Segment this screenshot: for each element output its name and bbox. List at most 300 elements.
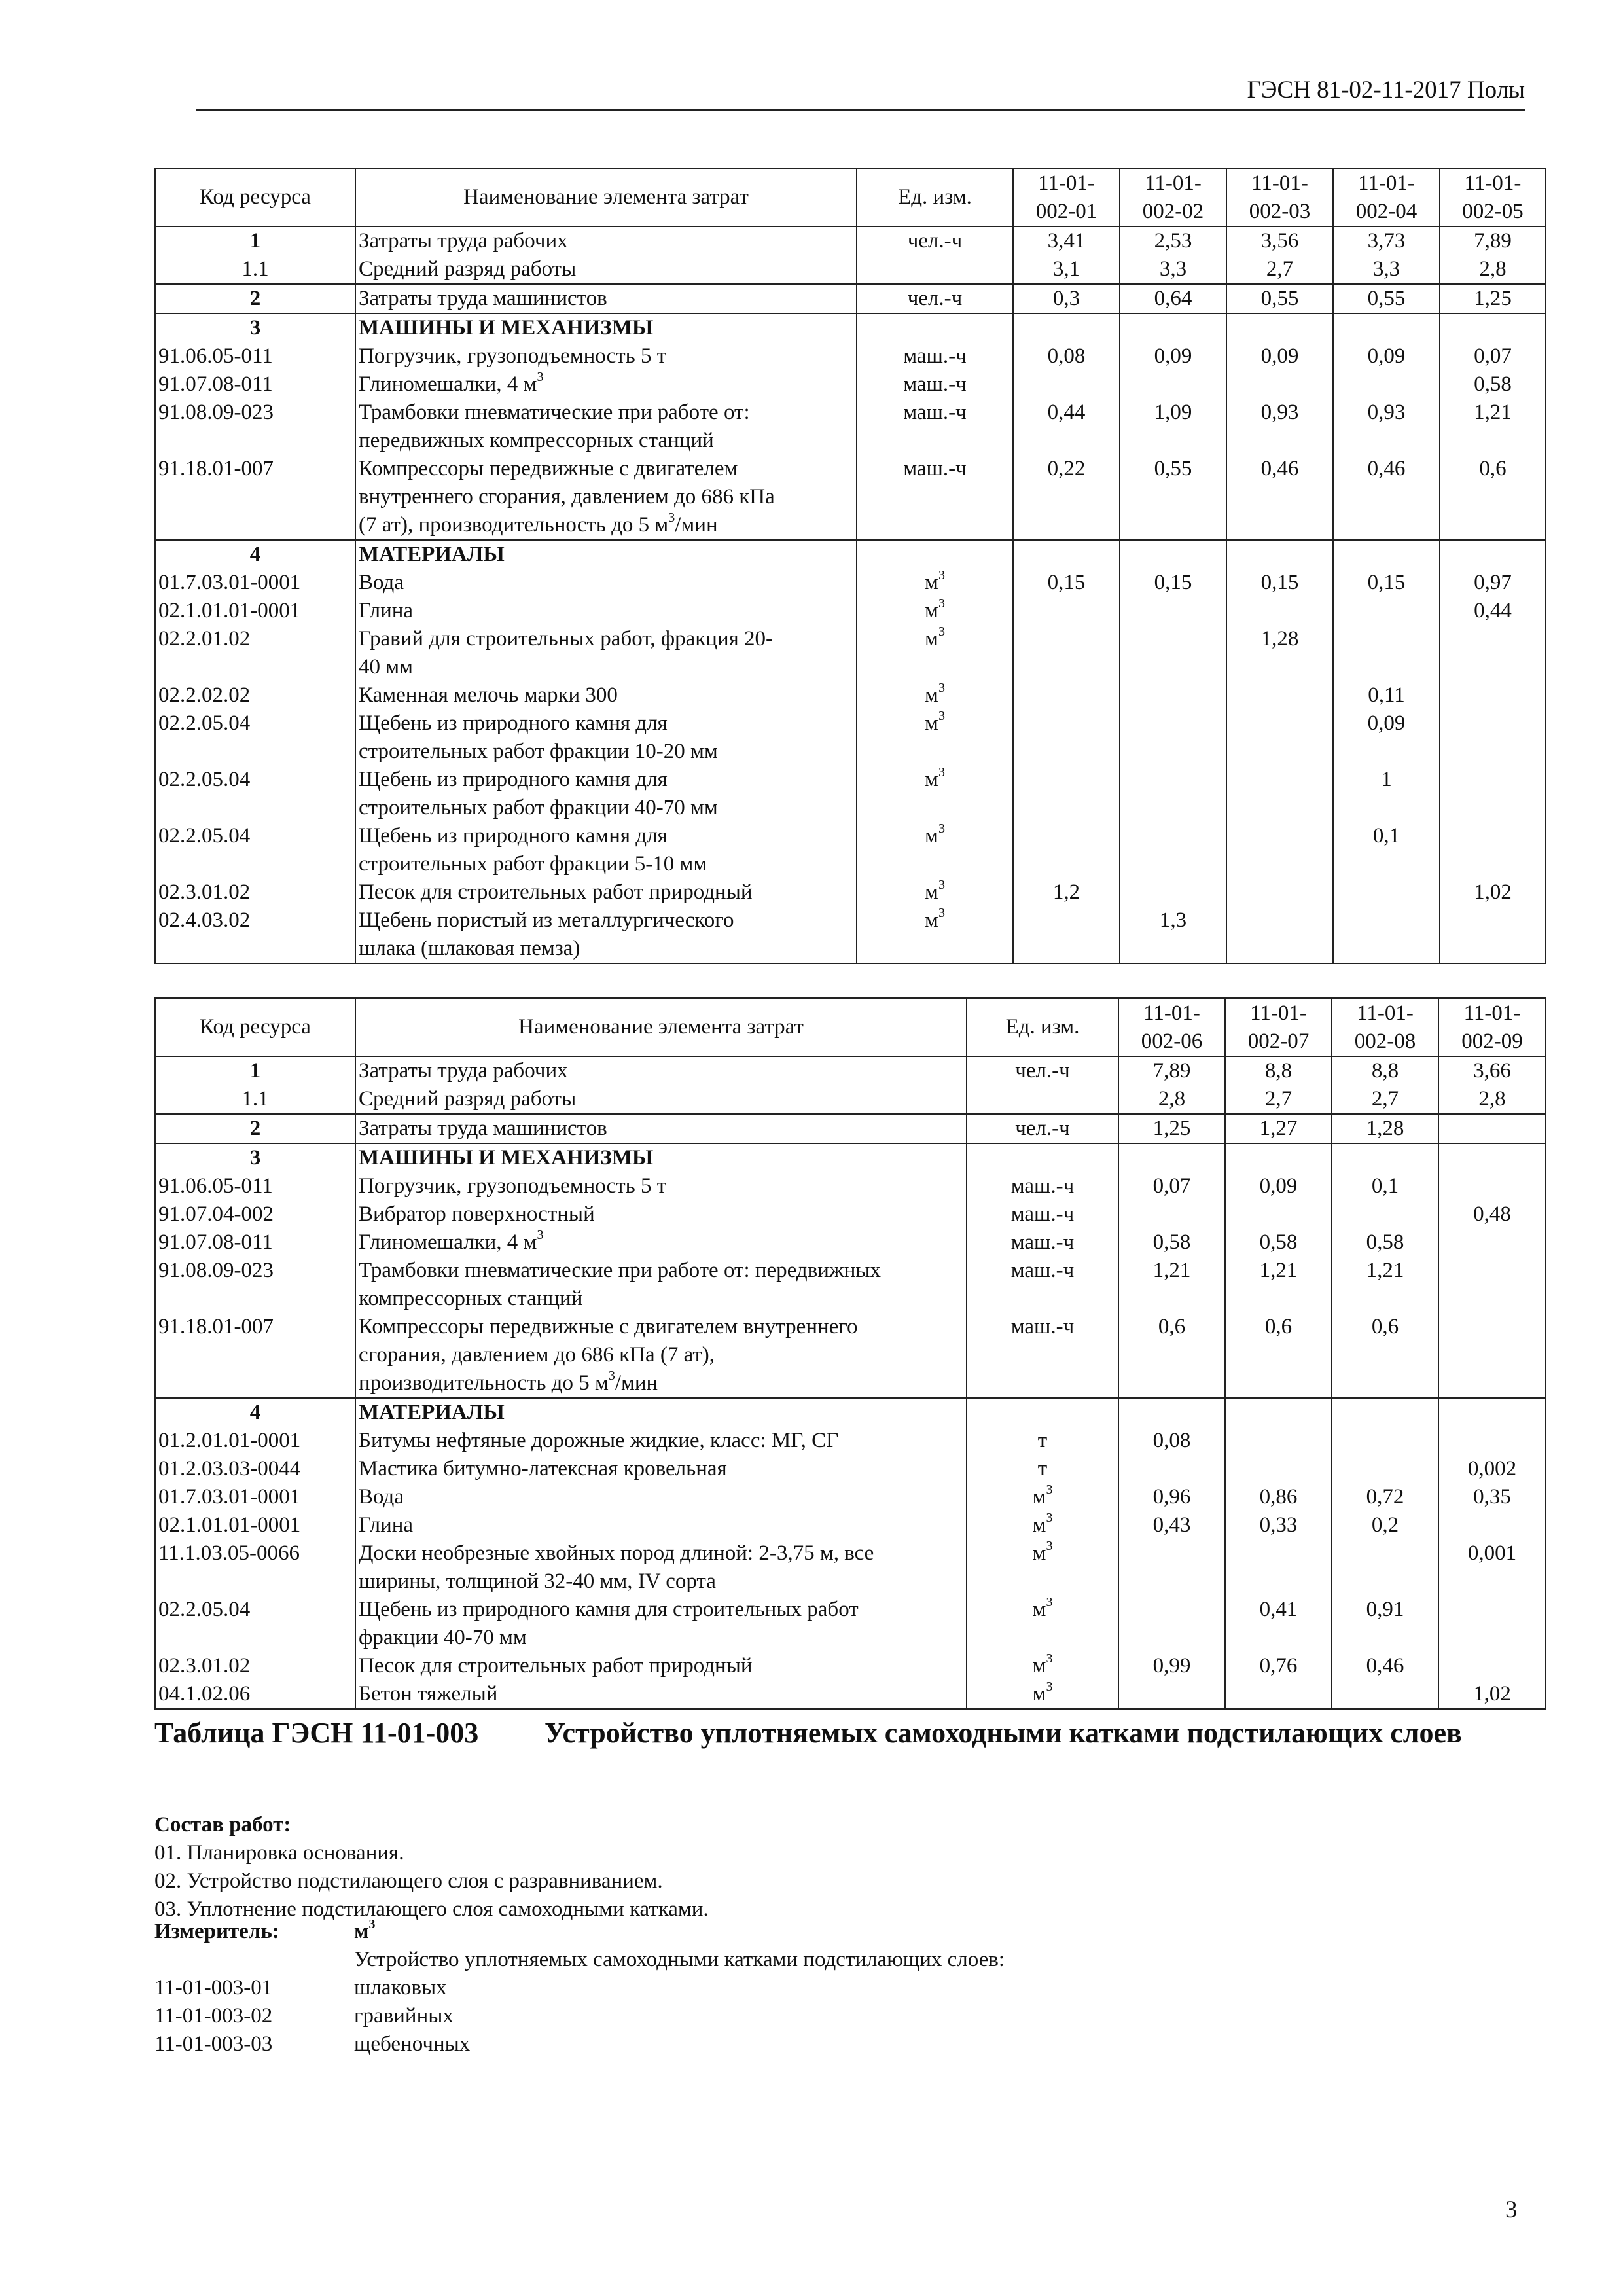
resource-name: Битумы нефтяные дорожные жидкие, класс: МГ, СГ: [355, 1427, 967, 1455]
table-row: [155, 1398, 1546, 1427]
resource-value: [1225, 1455, 1332, 1483]
resource-value: [1120, 540, 1226, 569]
resource-unit: чел.-ч: [967, 1114, 1118, 1143]
resource-value: 0,002: [1438, 1455, 1546, 1483]
table-row: [155, 681, 1546, 709]
table-row: [155, 1652, 1546, 1680]
resource-value: [1118, 1143, 1225, 1172]
resource-code: 1: [155, 1056, 355, 1085]
table-row: [155, 1680, 1546, 1709]
resource-code: 2: [155, 1114, 355, 1143]
resource-table-2: [154, 997, 1546, 1710]
resource-name: Бетон тяжелый: [355, 1680, 967, 1709]
resource-value: 0,91: [1332, 1596, 1438, 1652]
resource-value: [1333, 878, 1440, 906]
resource-value: 0,6: [1332, 1313, 1438, 1398]
resource-unit: [967, 1085, 1118, 1114]
resource-name: Погрузчик, грузоподъемность 5 т: [355, 1172, 967, 1200]
table-row: [155, 1511, 1546, 1539]
resource-code: 91.06.05-011: [155, 1172, 355, 1200]
resource-value: 0,2: [1332, 1511, 1438, 1539]
resource-name: Затраты труда рабочих: [355, 226, 857, 255]
resource-value: 0,46: [1332, 1652, 1438, 1680]
resource-name: Щебень из природного камня для строительных работ фракции 40-70 мм: [355, 766, 857, 822]
resource-value: 2,7: [1226, 255, 1333, 284]
resource-name: Щебень из природного камня для строительных работ фракции 10-20 мм: [355, 709, 857, 766]
table-header-row: [155, 998, 1546, 1056]
resource-value: 1,02: [1440, 878, 1546, 906]
resource-value: [1013, 822, 1120, 878]
resource-code: 91.18.01-007: [155, 455, 355, 540]
resource-code: 01.2.03.03-0044: [155, 1455, 355, 1483]
resource-value: 0,09: [1333, 342, 1440, 370]
resource-value: [1438, 1652, 1546, 1680]
table-row: [155, 1455, 1546, 1483]
header-name: Наименование элемента затрат: [355, 998, 967, 1056]
table-row: [155, 1257, 1546, 1313]
resource-value: 0,22: [1013, 455, 1120, 540]
resource-value: [1333, 370, 1440, 399]
resource-name: Доски необрезные хвойных пород длиной: 2-3,75 м, все ширины, толщиной 32-40 мм, IV сорта: [355, 1539, 967, 1596]
resource-value: [1440, 681, 1546, 709]
resource-value: [1438, 1172, 1546, 1200]
resource-value: 1,28: [1226, 625, 1333, 681]
resource-code: 91.06.05-011: [155, 342, 355, 370]
table-row: [155, 1085, 1546, 1114]
header-col: 11-01-002-08: [1332, 998, 1438, 1056]
resource-value: [1120, 822, 1226, 878]
table-row: [155, 766, 1546, 822]
resource-value: 3,3: [1120, 255, 1226, 284]
table-row: [155, 314, 1546, 342]
table-row: [155, 709, 1546, 766]
resource-value: [1226, 766, 1333, 822]
resource-value: [1226, 540, 1333, 569]
table-row: [155, 1596, 1546, 1652]
resource-value: [1225, 1427, 1332, 1455]
resource-unit: $м^3$: [967, 1539, 1118, 1596]
measure-item-name: щебеночных: [354, 2032, 471, 2056]
resource-name: МАШИНЫ И МЕХАНИЗМЫ: [355, 1143, 967, 1172]
resource-code: 02.4.03.02: [155, 906, 355, 963]
resource-value: [1332, 1143, 1438, 1172]
table-row: [155, 1229, 1546, 1257]
resource-value: [1226, 314, 1333, 342]
resource-value: [1226, 597, 1333, 625]
resource-value: [1226, 709, 1333, 766]
resource-value: 0,1: [1332, 1172, 1438, 1200]
resource-value: 0,72: [1332, 1483, 1438, 1511]
resource-value: 0,44: [1013, 399, 1120, 455]
header-col: 11-01-002-02: [1120, 168, 1226, 226]
resource-unit: [857, 540, 1013, 569]
table-row: [155, 878, 1546, 906]
resource-name: Затраты труда машинистов: [355, 284, 857, 314]
table-row: [155, 822, 1546, 878]
resource-value: 1,3: [1120, 906, 1226, 963]
resource-value: 0,6: [1440, 455, 1546, 540]
table-row: [155, 284, 1546, 314]
resource-code: 3: [155, 1143, 355, 1172]
resource-code: 02.2.05.04: [155, 822, 355, 878]
resource-code: 4: [155, 1398, 355, 1427]
resource-value: [1013, 625, 1120, 681]
resource-value: [1120, 766, 1226, 822]
table-row: [155, 625, 1546, 681]
resource-value: 1,25: [1118, 1114, 1225, 1143]
works-heading: Состав работ:: [154, 1813, 291, 1837]
resource-value: 0,15: [1013, 569, 1120, 597]
resource-unit: чел.-ч: [967, 1056, 1118, 1085]
resource-code: 02.3.01.02: [155, 1652, 355, 1680]
table-row: [155, 342, 1546, 370]
resource-name: Каменная мелочь марки 300: [355, 681, 857, 709]
resource-unit: $м^3$: [857, 878, 1013, 906]
measure-item-name: гравийных: [354, 2004, 454, 2028]
table-row: [155, 1427, 1546, 1455]
resource-unit: т: [967, 1427, 1118, 1455]
works-section: [154, 1811, 709, 1924]
resource-unit: маш.-ч: [967, 1313, 1118, 1398]
resource-code: 02.1.01.01-0001: [155, 1511, 355, 1539]
resource-value: [1120, 370, 1226, 399]
table-title-text: Устройство уплотняемых самоходными катками подстилающих слоев: [544, 1717, 1462, 1749]
resource-value: 0,55: [1333, 284, 1440, 314]
resource-value: 2,53: [1120, 226, 1226, 255]
table-row: [155, 569, 1546, 597]
resource-value: 3,66: [1438, 1056, 1546, 1085]
resource-unit: $м^3$: [967, 1483, 1118, 1511]
resource-code: 4: [155, 540, 355, 569]
resource-value: 8,8: [1332, 1056, 1438, 1085]
resource-value: [1332, 1455, 1438, 1483]
resource-name: Щебень из природного камня для строительных работ фракции 5-10 мм: [355, 822, 857, 878]
resource-value: [1332, 1539, 1438, 1596]
resource-value: 0,09: [1225, 1172, 1332, 1200]
table-row: [155, 1114, 1546, 1143]
resource-code: 01.2.01.01-0001: [155, 1427, 355, 1455]
resource-code: 1.1: [155, 1085, 355, 1114]
resource-unit: маш.-ч: [857, 455, 1013, 540]
resource-name: Вода: [355, 1483, 967, 1511]
resource-value: [1225, 1200, 1332, 1229]
resource-value: 2,7: [1225, 1085, 1332, 1114]
resource-value: 0,99: [1118, 1652, 1225, 1680]
resource-value: 0,08: [1118, 1427, 1225, 1455]
table-row: [155, 1200, 1546, 1229]
resource-value: [1438, 1114, 1546, 1143]
resource-value: [1120, 878, 1226, 906]
resource-code: 3: [155, 314, 355, 342]
table-row: [155, 1172, 1546, 1200]
header-col: 11-01-002-04: [1333, 168, 1440, 226]
measure-unit: $м^3$: [354, 1917, 376, 1943]
measure-label: Измеритель:: [154, 1920, 279, 1943]
resource-value: [1440, 766, 1546, 822]
resource-unit: $м^3$: [857, 625, 1013, 681]
resource-value: 0,55: [1226, 284, 1333, 314]
resource-value: [1333, 540, 1440, 569]
resource-value: 3,3: [1333, 255, 1440, 284]
resource-value: 0,55: [1120, 455, 1226, 540]
resource-unit: маш.-ч: [967, 1229, 1118, 1257]
table-row: [155, 399, 1546, 455]
table-row: [155, 455, 1546, 540]
header-name: Наименование элемента затрат: [355, 168, 857, 226]
resource-value: [1226, 681, 1333, 709]
resource-name: Погрузчик, грузоподъемность 5 т: [355, 342, 857, 370]
resource-name: Средний разряд работы: [355, 1085, 967, 1114]
resource-value: [1118, 1455, 1225, 1483]
header-col: 11-01-002-09: [1438, 998, 1546, 1056]
resource-value: 1,21: [1118, 1257, 1225, 1313]
resource-unit: $м^3$: [857, 569, 1013, 597]
resource-value: 1,28: [1332, 1114, 1438, 1143]
resource-name: Затраты труда машинистов: [355, 1114, 967, 1143]
table-header-row: [155, 168, 1546, 226]
resource-value: [1120, 709, 1226, 766]
resource-value: [1332, 1680, 1438, 1709]
resource-code: 91.08.09-023: [155, 399, 355, 455]
resource-value: 1,21: [1225, 1257, 1332, 1313]
resource-unit: $м^3$: [857, 681, 1013, 709]
resource-value: 0,97: [1440, 569, 1546, 597]
resource-unit: [857, 255, 1013, 284]
resource-name: Вода: [355, 569, 857, 597]
measure-item-code: 11-01-003-01: [154, 1976, 273, 2000]
table-row: [155, 906, 1546, 963]
header-col: 11-01-002-06: [1118, 998, 1225, 1056]
table-row: [155, 1539, 1546, 1596]
measure-item-code: 11-01-003-02: [154, 2004, 273, 2028]
resource-value: [1118, 1596, 1225, 1652]
resource-unit: $м^3$: [857, 709, 1013, 766]
resource-value: [1440, 314, 1546, 342]
table-title-name: Таблица ГЭСН 11-01-003: [154, 1717, 479, 1749]
resource-value: [1333, 314, 1440, 342]
resource-value: 0,33: [1225, 1511, 1332, 1539]
resource-name: МАТЕРИАЛЫ: [355, 1398, 967, 1427]
measure-item-code: 11-01-003-03: [154, 2032, 273, 2056]
resource-value: 0,58: [1118, 1229, 1225, 1257]
resource-value: 0,93: [1226, 399, 1333, 455]
resource-value: [1226, 822, 1333, 878]
resource-unit: $м^3$: [967, 1511, 1118, 1539]
resource-code: 02.2.01.02: [155, 625, 355, 681]
resource-value: 7,89: [1118, 1056, 1225, 1085]
resource-code: 91.18.01-007: [155, 1313, 355, 1398]
resource-value: [1333, 906, 1440, 963]
resource-value: 2,8: [1118, 1085, 1225, 1114]
resource-value: 1,09: [1120, 399, 1226, 455]
resource-value: [1013, 709, 1120, 766]
resource-code: 91.07.08-011: [155, 1229, 355, 1257]
resource-value: [1438, 1596, 1546, 1652]
resource-name: Щебень пористый из металлургического шлака (шлаковая пемза): [355, 906, 857, 963]
resource-value: [1013, 540, 1120, 569]
works-item: 01. Планировка основания.: [154, 1841, 404, 1865]
resource-value: 2,7: [1332, 1085, 1438, 1114]
resource-value: 0,41: [1225, 1596, 1332, 1652]
resource-code: 91.08.09-023: [155, 1257, 355, 1313]
resource-value: 0,76: [1225, 1652, 1332, 1680]
resource-value: 0,08: [1013, 342, 1120, 370]
resource-unit: $м^3$: [857, 597, 1013, 625]
resource-value: [1226, 370, 1333, 399]
header-unit: Ед. изм.: [857, 168, 1013, 226]
resource-code: 02.2.02.02: [155, 681, 355, 709]
resource-value: [1013, 766, 1120, 822]
resource-code: 1: [155, 226, 355, 255]
resource-value: 0,58: [1225, 1229, 1332, 1257]
resource-value: 0,11: [1333, 681, 1440, 709]
resource-value: [1332, 1398, 1438, 1427]
resource-code: 1.1: [155, 255, 355, 284]
resource-value: 2,8: [1440, 255, 1546, 284]
table-row: [155, 1313, 1546, 1398]
resource-value: [1226, 878, 1333, 906]
resource-name: Трамбовки пневматические при работе от: передвижных компрессорных станций: [355, 1257, 967, 1313]
resource-value: [1226, 906, 1333, 963]
resource-unit: маш.-ч: [857, 370, 1013, 399]
measure-description: Устройство уплотняемых самоходными катками подстилающих слоев:: [354, 1948, 1005, 1971]
resource-value: [1440, 709, 1546, 766]
resource-unit: чел.-ч: [857, 284, 1013, 314]
resource-name: Компрессоры передвижные с двигателем внутреннего сгорания, давлением до 686 кПа (7 ат), производительность до 5 $м^3$/мин: [355, 455, 857, 540]
resource-unit: маш.-ч: [967, 1200, 1118, 1229]
resource-code: 02.2.05.04: [155, 1596, 355, 1652]
resource-value: 0,44: [1440, 597, 1546, 625]
resource-name: Вибратор поверхностный: [355, 1200, 967, 1229]
resource-value: [1013, 906, 1120, 963]
resource-value: [1332, 1427, 1438, 1455]
resource-value: 0,46: [1226, 455, 1333, 540]
resource-value: [1118, 1200, 1225, 1229]
resource-value: [1438, 1143, 1546, 1172]
resource-name: Глина: [355, 1511, 967, 1539]
resource-unit: маш.-ч: [967, 1257, 1118, 1313]
resource-value: 0,15: [1333, 569, 1440, 597]
resource-value: 7,89: [1440, 226, 1546, 255]
resource-value: 1,21: [1332, 1257, 1438, 1313]
resource-code: 01.7.03.01-0001: [155, 1483, 355, 1511]
resource-name: Глиномешалки, 4 $м^3$: [355, 1229, 967, 1257]
resource-value: [1120, 597, 1226, 625]
resource-unit: $м^3$: [967, 1680, 1118, 1709]
resource-name: Средний разряд работы: [355, 255, 857, 284]
resource-unit: $м^3$: [857, 822, 1013, 878]
table-row: [155, 540, 1546, 569]
resource-value: 0,93: [1333, 399, 1440, 455]
resource-value: [1438, 1427, 1546, 1455]
resource-value: 3,1: [1013, 255, 1120, 284]
resource-unit: [857, 314, 1013, 342]
resource-value: [1438, 1313, 1546, 1398]
resource-value: [1013, 370, 1120, 399]
resource-value: [1333, 597, 1440, 625]
resource-unit: $м^3$: [857, 906, 1013, 963]
resource-value: [1333, 625, 1440, 681]
resource-value: [1438, 1398, 1546, 1427]
resource-table-1: [154, 168, 1546, 964]
resource-value: [1118, 1539, 1225, 1596]
resource-value: [1225, 1539, 1332, 1596]
document-title: ГЭСН 81-02-11-2017 Полы: [1247, 77, 1525, 103]
page-number: 3: [1505, 2197, 1518, 2223]
resource-code: 02.2.05.04: [155, 709, 355, 766]
resource-name: Мастика битумно-латексная кровельная: [355, 1455, 967, 1483]
resource-value: 1,02: [1438, 1680, 1546, 1709]
resource-code: 02.3.01.02: [155, 878, 355, 906]
table-row: [155, 1483, 1546, 1511]
resource-unit: маш.-ч: [967, 1172, 1118, 1200]
resource-value: 1,21: [1440, 399, 1546, 455]
resource-code: 91.07.08-011: [155, 370, 355, 399]
resource-value: 0,15: [1120, 569, 1226, 597]
resource-value: 0,09: [1333, 709, 1440, 766]
resource-value: [1332, 1200, 1438, 1229]
resource-value: [1120, 681, 1226, 709]
works-item: 03. Уплотнение подстилающего слоя самоходными катками.: [154, 1897, 709, 1921]
resource-value: [1438, 1511, 1546, 1539]
resource-unit: маш.-ч: [857, 399, 1013, 455]
resource-unit: $м^3$: [967, 1596, 1118, 1652]
resource-value: 0,09: [1226, 342, 1333, 370]
resource-value: [1013, 314, 1120, 342]
resource-value: 0,46: [1333, 455, 1440, 540]
header-col: 11-01-002-05: [1440, 168, 1546, 226]
resource-code: 01.7.03.01-0001: [155, 569, 355, 597]
resource-value: 0,64: [1120, 284, 1226, 314]
resource-value: 0,96: [1118, 1483, 1225, 1511]
resource-code: 02.1.01.01-0001: [155, 597, 355, 625]
resource-name: Глина: [355, 597, 857, 625]
table-row: [155, 255, 1546, 284]
header-col: 11-01-002-07: [1225, 998, 1332, 1056]
resource-code: 2: [155, 284, 355, 314]
resource-value: [1440, 625, 1546, 681]
measure-item-name: шлаковых: [354, 1976, 447, 2000]
resource-name: Затраты труда рабочих: [355, 1056, 967, 1085]
header-col: 11-01-002-03: [1226, 168, 1333, 226]
resource-value: [1013, 681, 1120, 709]
resource-value: 3,73: [1333, 226, 1440, 255]
resource-value: 3,41: [1013, 226, 1120, 255]
resource-value: 1: [1333, 766, 1440, 822]
resource-value: [1225, 1398, 1332, 1427]
resource-name: Песок для строительных работ природный: [355, 1652, 967, 1680]
resource-name: МАШИНЫ И МЕХАНИЗМЫ: [355, 314, 857, 342]
header-col: 11-01-002-01: [1013, 168, 1120, 226]
resource-value: [1440, 906, 1546, 963]
resource-name: Компрессоры передвижные с двигателем внутреннего сгорания, давлением до 686 кПа (7 ат), производительность до 5 $м^3$/мин: [355, 1313, 967, 1398]
resource-value: [1440, 540, 1546, 569]
resource-value: [1225, 1680, 1332, 1709]
resource-value: 0,58: [1332, 1229, 1438, 1257]
resource-unit: [967, 1143, 1118, 1172]
resource-name: Песок для строительных работ природный: [355, 878, 857, 906]
resource-value: 0,07: [1440, 342, 1546, 370]
resource-value: 0,35: [1438, 1483, 1546, 1511]
resource-value: [1440, 822, 1546, 878]
resource-value: [1118, 1680, 1225, 1709]
resource-unit: чел.-ч: [857, 226, 1013, 255]
resource-value: 0,43: [1118, 1511, 1225, 1539]
resource-value: [1118, 1398, 1225, 1427]
header-code: Код ресурса: [155, 998, 355, 1056]
resource-unit: $м^3$: [967, 1652, 1118, 1680]
table-row: [155, 226, 1546, 255]
